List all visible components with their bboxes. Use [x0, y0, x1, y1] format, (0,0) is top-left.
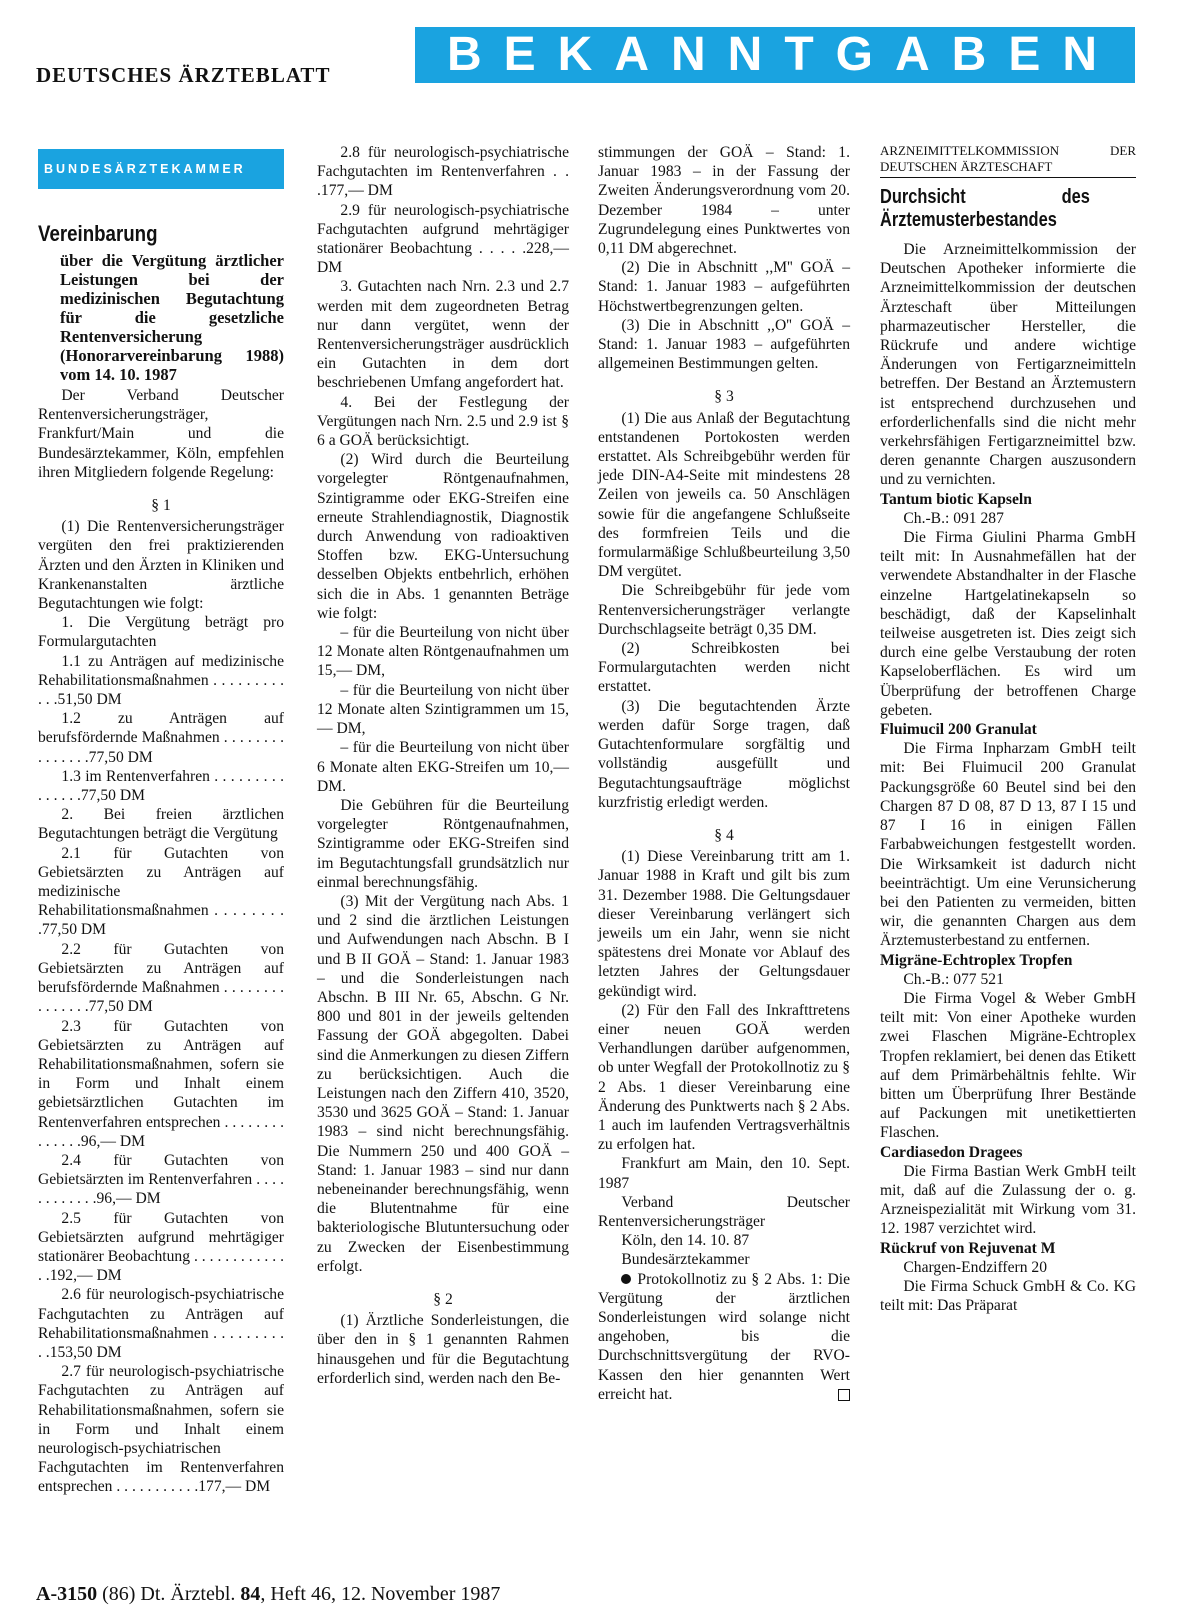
paragraph: – für die Beurteilung von nicht über 12 Monate alten Röntgenaufnahmen um 15,— DM,: [317, 624, 569, 680]
paragraph: (2) Wird durch die Beurteilung vorgelegter Röntgenaufnahmen, Szintigramme oder EKG-Streifen eine erneute Strahlendiagnostik, Diagnostik durch Anwendung von radioaktiven Stoffen bzw. EKG-Untersuchung desselben Objekts entbehrlich, erhöhen sich die in Abs. 1 genannten Beträge wie folgt:: [317, 451, 569, 622]
signature-org: Verband Deutscher Rentenversicherungsträger: [598, 1193, 850, 1230]
article-headline: Durchsicht des Ärztemusterbestandes: [880, 186, 1090, 231]
paragraph: 3. Gutachten nach Nrn. 2.3 und 2.7 werden mit dem zugeordneten Betrag nur dann vergütet, wenn der Rentenversicherungsträger ausdrücklich ein Gutachten in dem dort beschriebenen Umfang angefordert hat.: [317, 278, 569, 392]
end-mark-icon: [838, 1389, 850, 1401]
paragraph: (1) Die aus Anlaß der Begutachtung entstandenen Portokosten werden erstattet. Als Schreibgebühr werden für jede DIN-A4-Seite mit mindestens 28 Zeilen von jeweils ca. 50 Anschlägen sowie für die angefangene Schlußseite des formfreien Teils und die formularmäßige Schlußbeurteilung 3,50 DM vergütet.: [598, 409, 850, 581]
paragraph: 1.2 zu Anträgen auf berufsfördernde Maßnahmen . . . . . . . . . . . . . . .77,50 DM: [38, 710, 284, 766]
paragraph: Die Arzneimittelkommission der Deutschen Apotheker informierte die Arzneimittelkommission der deutschen Ärzteschaft über Mitteilungen pharmazeutischer Hersteller, die Rückrufe und andere wichtige Änderungen von Fertigarzneimitteln betreffen. Der Bestand an Ärztemustern ist entsprechend durchzusehen und erforderlichenfalls sind die nicht mehr verkehrsfähigen Fertigarzneimittel bzw. deren genannte Chargen auszusondern und zu vernichten.: [880, 241, 1136, 489]
section-banner: BEKANNTGABEN: [415, 27, 1135, 83]
paragraph-heading: § 2: [433, 1290, 453, 1308]
paragraph: 2.7 für neurologisch-psychiatrische Fachgutachten zu Anträgen auf Rehabilitationsmaßnahmen, sofern sie in Form und Inhalt einem neurologisch-psychiatrischen Fachgutachten im Rentenverfahren entsprechen . . . . . . . . . . .177,— DM: [38, 1363, 284, 1496]
paragraph: Die Firma Inpharzam GmbH teilt mit: Bei Fluimucil 200 Granulat Packungsgröße 60 Beutel sind bei den Chargen 87 D 08, 87 D 13, 87 I 15 und 87 I 16 in einigen Fällen Farbabweichungen festgestellt worden. Die Wirksamkeit ist dadurch nicht beeinträchtigt. Um eine Verunsicherung bei den Patienten zu vermeiden, bitten wir, die genannten Chargen aus dem Ärztemusterbestand zu entfernen.: [880, 740, 1136, 950]
paragraph: (3) Mit der Vergütung nach Abs. 1 und 2 sind die ärztlichen Leistungen und Aufwendungen nach Abschn. B I und B II GOÄ – Stand: 1. Januar 1983 – und die Sonderleistungen nach Abschn. B III Nr. 65, Abschn. G Nr. 800 und 801 in der jeweils geltenden Fassung der GOÄ abgegolten. Dabei sind die Anmerkungen zu diesen Ziffern zu berücksichtigen. Auch die Leistungen nach den Ziffern 410, 3520, 3530 und 3625 GOÄ – Stand: 1. Januar 1983 – sind nicht berechnungsfähig. Die Nummern 250 und 400 GOÄ – Stand: 1. Januar 1983 – sind nur dann nebeneinander berechnungsfähig, wenn die Blutentnahme für eine bakteriologische Blutuntersuchung oder zu Zwecken der Eisenbestimmung erfolgt.: [317, 892, 569, 1275]
article-headline: Vereinbarung: [38, 221, 158, 246]
signature-place: Köln, den 14. 10. 87: [621, 1232, 750, 1250]
masthead: DEUTSCHES ÄRZTEBLATT: [36, 63, 331, 87]
paragraph: 4. Bei der Festlegung der Vergütungen nach Nrn. 2.5 und 2.9 ist § 6 a GOÄ berücksichtigt.: [317, 393, 569, 450]
product-heading: Migräne-Echtroplex Tropfen: [880, 951, 1073, 969]
paragraph: 2. Bei freien ärztlichen Begutachtungen beträgt die Vergütung: [38, 806, 284, 843]
paragraph: (3) Die begutachtenden Ärzte werden dafür Sorge tragen, daß Gutachtenformulare sorgfältig und vollständig ausgefüllt und Begutachtungsaufträge möglichst kurzfristig erledigt werden.: [598, 697, 850, 811]
batch-number: Chargen-Endziffern 20: [903, 1258, 1048, 1276]
paragraph: stimmungen der GOÄ – Stand: 1. Januar 1983 – in der Fassung der Zweiten Änderungsverordnung vom 20. Dezember 1984 – unter Zugrundelegung eines Punktwertes von 0,11 DM abgerechnet.: [598, 144, 850, 258]
batch-number: Ch.-B.: 091 287: [903, 509, 1004, 527]
paragraph: (2) Schreibkosten bei Formulargutachten werden nicht erstattet.: [598, 640, 850, 696]
paragraph: (1) Ärztliche Sonderleistungen, die über den in § 1 genannten Rahmen hinausgehen und für die Begutachtung erforderlich sind, werden nach den Be-: [317, 1312, 569, 1387]
paragraph: Die Gebühren für die Beurteilung vorgelegter Röntgenaufnahmen, Szintigramme oder EKG-Streifen sind im Begutachtungsfall grundsätzlich nur einmal berechnungsfähig.: [317, 796, 569, 891]
paragraph: (3) Die in Abschnitt ,,O'' GOÄ – Stand: 1. Januar 1983 – aufgeführten allgemeinen Bestimmungen gelten.: [598, 316, 850, 373]
paragraph: 1. Die Vergütung beträgt pro Formulargutachten: [38, 614, 284, 651]
journal-issue: , Heft 46, 12. November 1987: [260, 1583, 501, 1605]
paragraph: 2.1 für Gutachten von Gebietsärzten zu Anträgen auf medizinische Rehabilitationsmaßnahmen . . . . . . . . .77,50 DM: [38, 844, 284, 939]
paragraph: Die Firma Giulini Pharma GmbH teilt mit: In Ausnahmefällen hat der verwendete Abstandhalter in der Flasche einzelne Hartgelatinekapseln so beschädigt, daß der Kapselinhalt teilweise ausgetreten ist. Dies zeigt sich durch eine gelbe Verstaubung der roten Kapseloberflächen. Es wird um Überprüfung der betroffenen Charge gebeten.: [880, 529, 1136, 719]
journal-volume: 84: [240, 1583, 261, 1605]
batch-number: Ch.-B.: 077 521: [903, 970, 1004, 988]
paragraph: (2) Die in Abschnitt ,,M'' GOÄ – Stand: 1. Januar 1983 – aufgeführten Höchstwertbegrenzungen gelten.: [598, 259, 850, 315]
column-1: [38, 145, 284, 1497]
paragraph: 2.3 für Gutachten von Gebietsärzten zu Anträgen auf Rehabilitationsmaßnahmen, sofern sie in Form und Inhalt einem gebietsärztlichen Gutachten im Rentenverfahren entsprechen . . . . . . . . . . . . . .96,— DM: [38, 1017, 284, 1150]
paragraph: Der Verband Deutscher Rentenversicherungsträger, Frankfurt/Main und die Bundesärztekammer, Köln, empfehlen ihren Mitgliedern folgende Regelung:: [38, 387, 284, 481]
paragraph: (1) Die Rentenversicherungsträger vergüten den frei praktizierenden Ärzten und den Ärzten in Kliniken und Krankenanstalten ärztliche Begutachtungen wie folgt:: [38, 518, 284, 613]
paragraph: – für die Beurteilung von nicht über 6 Monate alten EKG-Streifen um 10,— DM.: [317, 739, 569, 795]
paragraph-heading: § 1: [151, 497, 171, 515]
article-subtitle: über die Vergütung ärztlicher Leistungen bei der medizinischen Begutachtung für die gesetzliche Rentenversicherung (Honorarvereinbarung 1988) vom 14. 10. 1987: [60, 251, 284, 384]
bullet-icon: [621, 1274, 631, 1284]
paragraph: 2.2 für Gutachten von Gebietsärzten zu Anträgen auf berufsfördernde Maßnahmen . . . . . . . . . . . . . . .77,50 DM: [38, 940, 284, 1016]
paragraph-heading: § 4: [714, 826, 734, 844]
product-heading: Rückruf von Rejuvenat M: [880, 1239, 1056, 1257]
paragraph-heading: § 3: [714, 388, 734, 406]
product-heading: Cardiasedon Dragees: [880, 1143, 1023, 1161]
paragraph: 1.3 im Rentenverfahren . . . . . . . . . . . . . . .77,50 DM: [38, 767, 284, 805]
paragraph: 2.4 für Gutachten von Gebietsärzten im Rentenverfahren . . . . . . . . . . . .96,— DM: [38, 1151, 284, 1208]
paragraph: (1) Diese Vereinbarung tritt am 1. Januar 1988 in Kraft und gilt bis zum 31. Dezember 1988. Die Geltungsdauer dieser Vereinbarung verlängert sich jeweils um ein Jahr, wenn sie nicht spätestens drei Monate vor Ablauf des letzten Jahres der Geltungsdauer gekündigt wird.: [598, 848, 850, 1000]
section-tag: BUNDESÄRZTEKAMMER: [38, 149, 284, 189]
paragraph: – für die Beurteilung von nicht über 12 Monate alten Szintigrammen um 15,— DM,: [317, 681, 569, 738]
paragraph: 2.5 für Gutachten von Gebietsärzten aufgrund mehrtägiger stationärer Beobachtung . . . . . . . . . . . . . .192,— DM: [38, 1209, 284, 1285]
journal-ref: (86) Dt. Ärztebl.: [102, 1583, 236, 1605]
paragraph: (2) Für den Fall des Inkrafttretens einer neuen GOÄ werden Verhandlungen darüber aufgenommen, ob unter Wegfall der Protokollnotiz zu § 2 Abs. 1 dieser Vereinbarung eine Änderung des Punktwerts nach § 2 Abs. 1 auch im laufenden Vertragsverhältnis zu erfolgen hat.: [598, 1001, 850, 1154]
paragraph: Die Schreibgebühr für jede vom Rentenversicherungsträger verlangte Durchschlagseite beträgt 0,35 DM.: [598, 582, 850, 638]
paragraph: Die Firma Schuck GmbH & Co. KG teilt mit: Das Präparat: [880, 1277, 1136, 1315]
signature-org: Bundesärztekammer: [621, 1251, 750, 1269]
paragraph: 1.1 zu Anträgen auf medizinische Rehabilitationsmaßnahmen . . . . . . . . . . . .51,50 DM: [38, 652, 284, 709]
signature-place: Frankfurt am Main, den 10. Sept. 1987: [598, 1155, 850, 1192]
paragraph: 2.8 für neurologisch-psychiatrische Fachgutachten im Rentenverfahren . . .177,— DM: [317, 144, 569, 200]
column-3: [598, 143, 850, 1404]
paragraph: Die Firma Vogel & Weber GmbH teilt mit: Von einer Apotheke wurden zwei Flaschen Migräne-Echtroplex Tropfen reklamiert, bei denen das Etikett auf dem Primärbehältnis fehlte. Wir bitten um Überprüfung Ihrer Bestände auf Packungen mit unetikettierten Flaschen.: [880, 989, 1136, 1142]
page-footer: [36, 1583, 500, 1606]
column-2: [317, 143, 569, 1388]
paragraph: 2.9 für neurologisch-psychiatrische Fachgutachten aufgrund mehrtägiger stationärer Beobachtung . . . . .228,— DM: [317, 201, 569, 277]
product-heading: Tantum biotic Kapseln: [880, 490, 1032, 508]
protocol-note: [598, 1270, 850, 1404]
paragraph: 2.6 für neurologisch-psychiatrische Fachgutachten zu Anträgen auf Rehabilitationsmaßnahmen . . . . . . . . . . .153,50 DM: [38, 1286, 284, 1361]
column-4: [880, 143, 1136, 1315]
protocol-note-text: Protokollnotiz zu § 2 Abs. 1: Die Vergütung der ärztlichen Sonderleistungen wird solange nicht angehoben, bis die Durchschnittsvergütung der RVO-Kassen den hier genannten Wert erreicht hat.: [598, 1270, 850, 1403]
paragraph: Die Firma Bastian Werk GmbH teilt mit, daß auf die Zulassung der o. g. Arzneispezialität mit Wirkung vom 31. 12. 1987 verzichtet wird.: [880, 1162, 1136, 1238]
product-heading: Fluimucil 200 Granulat: [880, 721, 1037, 739]
page-number: A-3150: [36, 1583, 98, 1605]
section-label: ARZNEIMITTELKOMMISSION DER DEUTSCHEN ÄRZTESCHAFT: [880, 143, 1136, 178]
